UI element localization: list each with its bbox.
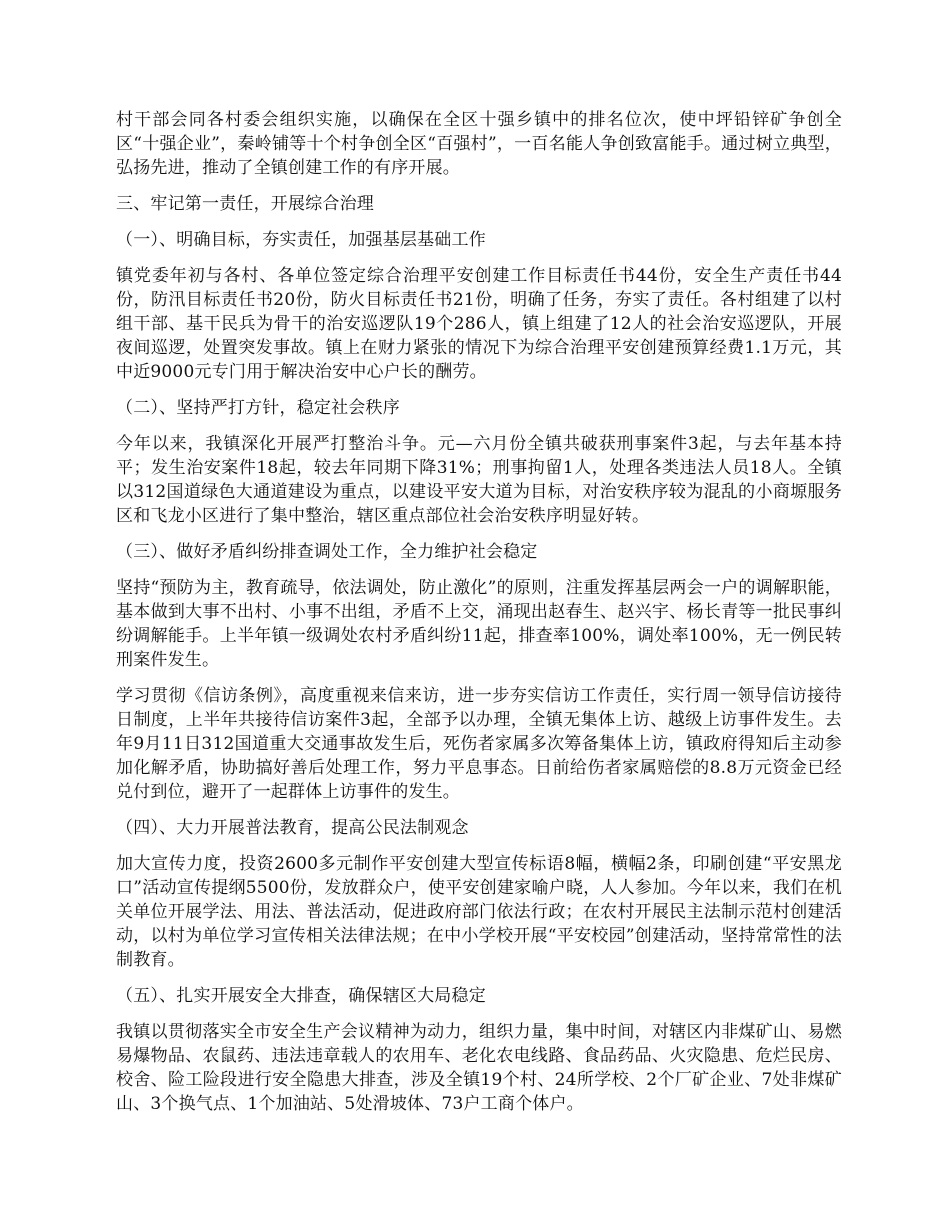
subsection-heading: （二）、坚持严打方针，稳定社会秩序 [116, 398, 400, 418]
paragraph: 今年以来，我镇深化开展严打整治斗争。元—六月份全镇共破获刑事案件3起，与去年基本持平；发生治安案件18起，较去年同期下降31%；刑事拘留1人，处理各类违法人员18人。全镇以312国道绿色大通道建设为重点，以建设平安大道为目标，对治安秩序较为混乱的小商塬服务区和飞龙小区进行了集中整治，辖区重点部位社会治安秩序明显好转。 [116, 434, 842, 526]
paragraph: 学习贯彻《信访条例》，高度重视来信来访，进一步夯实信访工作责任，实行周一领导信访接待日制度，上半年共接待信访案件3起，全部予以办理，全镇无集体上访、越级上访事件发生。去年9月11日312国道重大交通事故发生后，死伤者家属多次筹备集体上访，镇政府得知后主动参加化解矛盾，协助搞好善后处理工作，努力平息事态。日前给伤者家属赔偿的8.8万元资金已经兑付到位，避开了一起群体上访事件的发生。 [116, 686, 842, 802]
section-heading: 三、牢记第一责任，开展综合治理 [116, 194, 374, 214]
document-page [116, 108, 842, 1128]
subsection-heading: （一）、明确目标，夯实责任，加强基层基础工作 [116, 230, 486, 250]
paragraph: 我镇以贯彻落实全市安全生产会议精神为动力，组织力量，集中时间，对辖区内非煤矿山、易燃易爆物品、农鼠药、违法违章载人的农用车、老化农电线路、食品药品、火灾隐患、危烂民房、校舍、险工险段进行安全隐患大排查，涉及全镇19个村、24所学校、2个厂矿企业、7处非煤矿山、3个换气点、1个加油站、5处滑坡体、73户工商个体户。 [116, 1022, 842, 1114]
paragraph: 加大宣传力度，投资2600多元制作平安创建大型宣传标语8幅，横幅2条，印刷创建“平安黑龙口”活动宣传提纲5500份，发放群众户，使平安创建家喻户晓，人人参加。今年以来，我们在机关单位开展学法、用法、普法活动，促进政府部门依法行政；在农村开展民主法制示范村创建活动，以村为单位学习宣传相关法律法规；在中小学校开展“平安校园”创建活动，坚持常常性的法制教育。 [116, 854, 842, 970]
paragraph: 坚持“预防为主，教育疏导，依法调处，防止激化”的原则，注重发挥基层两会一户的调解职能，基本做到大事不出村、小事不出组，矛盾不上交，涌现出赵春生、赵兴宇、杨长青等一批民事纠纷调解能手。上半年镇一级调处农村矛盾纠纷11起，排查率100%，调处率100%，无一例民转刑案件发生。 [116, 578, 842, 670]
paragraph: 镇党委年初与各村、各单位签定综合治理平安创建工作目标责任书44份，安全生产责任书44份，防汛目标责任书20份，防火目标责任书21份，明确了任务，夯实了责任。各村组建了以村组干部、基干民兵为骨干的治安巡逻队19个286人，镇上组建了12人的社会治安巡逻队，开展夜间巡逻，处置突发事故。镇上在财力紧张的情况下为综合治理平安创建预算经费1.1万元，其中近9000元专门用于解决治安中心户长的酬劳。 [116, 266, 842, 382]
paragraph: 村干部会同各村委会组织实施，以确保在全区十强乡镇中的排名位次，使中坪铅锌矿争创全区“十强企业”，秦岭铺等十个村争创全区“百强村”，一百名能人争创致富能手。通过树立典型，弘扬先进，推动了全镇创建工作的有序开展。 [116, 110, 842, 178]
subsection-heading: （三）、做好矛盾纠纷排查调处工作，全力维护社会稳定 [116, 542, 538, 562]
subsection-heading: （四）、大力开展普法教育，提高公民法制观念 [116, 818, 469, 838]
subsection-heading: （五）、扎实开展安全大排查，确保辖区大局稳定 [116, 986, 486, 1006]
